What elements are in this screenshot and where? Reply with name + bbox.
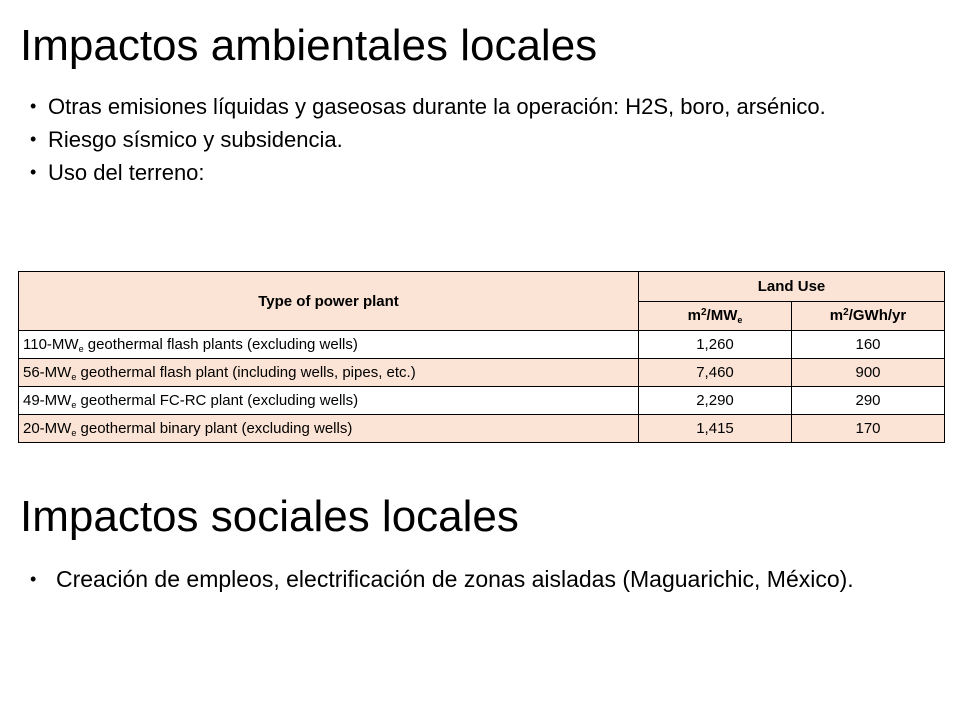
bullet-item [28,562,928,598]
social-bullet-list [28,562,928,598]
m2-gwh-cell: 160 [792,331,945,359]
table-row [19,331,945,359]
bullet-icon: • [30,162,37,182]
bullet-icon: • [30,129,37,149]
plant-name-cell: $49-MW_e$ geothermal FC-RC plant (excluding wells) [19,387,639,415]
bullet-text: Riesgo sísmico y subsidencia. [48,127,343,152]
m2-mwe-cell: 2,290 [639,387,792,415]
bullet-item [28,156,928,189]
land-use-table [18,271,945,443]
section-title-social: Impactos sociales locales [20,492,519,541]
table-row [19,415,945,443]
table-row [19,359,945,387]
section-title-environmental: Impactos ambientales locales [20,21,598,70]
table-row [19,387,945,415]
header-type-of-power-plant: Type of power plant [19,272,639,331]
bullet-text: Creación de empleos, electrificación de zonas aisladas (Maguarichic, México). [56,566,854,592]
bullet-icon: • [30,569,37,589]
header-land-use: Land Use [639,272,945,302]
bullet-text: Uso del terreno: [48,160,205,185]
plant-name-cell: $110-MW_e$ geothermal flash plants (excluding wells) [19,331,639,359]
bullet-text: Otras emisiones líquidas y gaseosas durante la operación: H2S, boro, arsénico. [48,94,826,119]
m2-gwh-cell: 900 [792,359,945,387]
header-m2-per-mwe: $m^2/MW_e$ [639,301,792,331]
m2-gwh-cell: 290 [792,387,945,415]
m2-mwe-cell: 1,415 [639,415,792,443]
m2-gwh-cell: 170 [792,415,945,443]
m2-mwe-cell: 7,460 [639,359,792,387]
bullet-icon: • [30,96,37,116]
plant-name-cell: $56-MW_e$ geothermal flash plant (including wells, pipes, etc.) [19,359,639,387]
bullet-item [28,123,928,156]
plant-name-cell: $20-MW_e$ geothermal binary plant (excluding wells) [19,415,639,443]
bullet-item [28,90,928,123]
header-m2-per-gwh-yr: $m^2/GWh/yr$ [792,301,945,331]
environmental-bullet-list [28,90,928,189]
m2-mwe-cell: 1,260 [639,331,792,359]
